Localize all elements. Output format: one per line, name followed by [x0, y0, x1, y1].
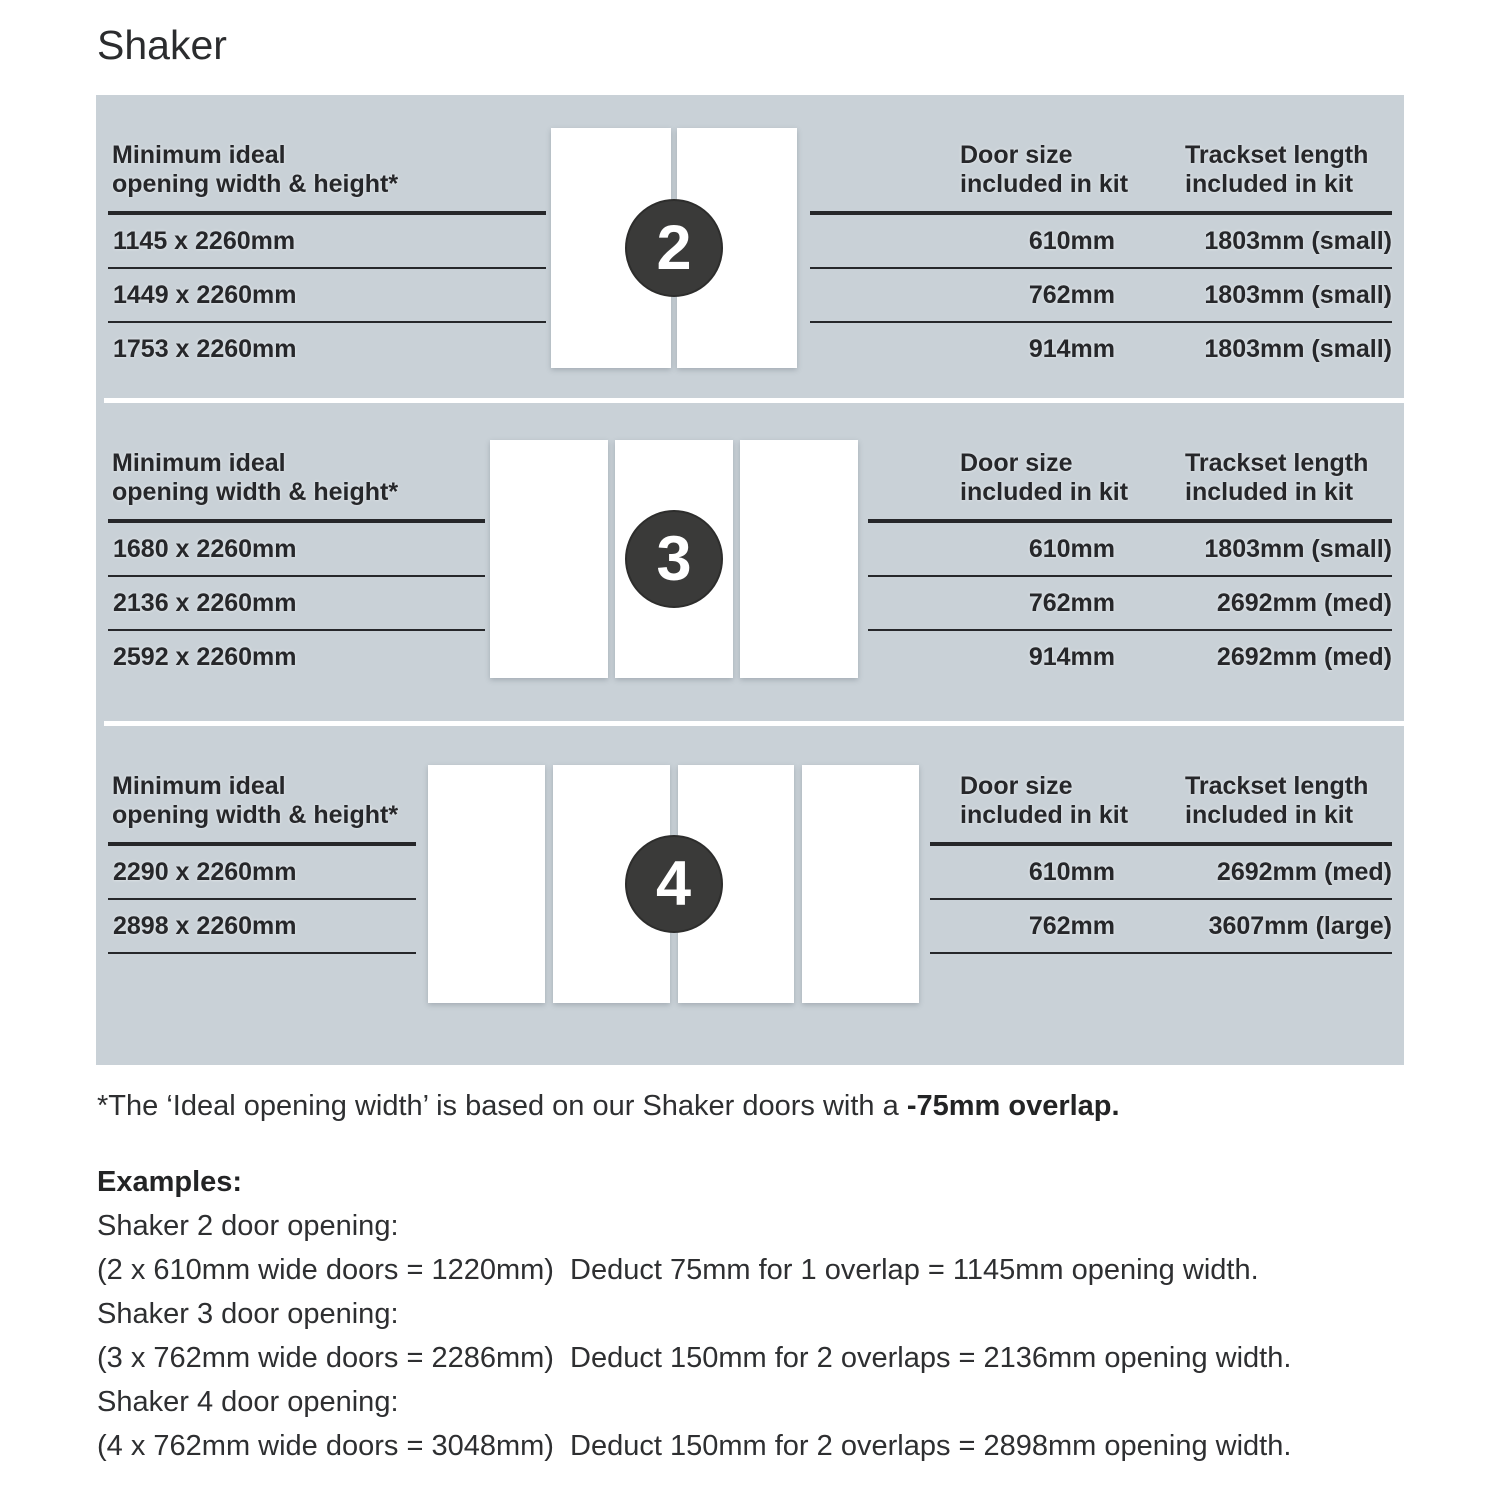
opening-size-table [108, 519, 485, 683]
kit-row [810, 323, 1392, 375]
trackset-column-header [1185, 772, 1368, 830]
trackset-value: 3607mm (large) [1208, 912, 1392, 940]
trackset-value: 1803mm (small) [1204, 281, 1392, 309]
kit-contents-table [810, 211, 1392, 375]
section-3-door [96, 403, 1404, 721]
door-count-badge: 4 [625, 835, 723, 933]
door-size-column-header-line1: Door size [960, 449, 1073, 477]
door-count-badge: 3 [625, 510, 723, 608]
door-size-value: 914mm [1028, 643, 1115, 671]
examples-heading: Examples: [97, 1166, 243, 1198]
examples-block [97, 1160, 1291, 1468]
opening-size-row: 2592 x 2260mm [113, 643, 297, 671]
opening-size-header [112, 449, 398, 507]
door-size-value: 762mm [1028, 912, 1115, 940]
door-size-column-header [960, 449, 1128, 507]
kit-row [868, 523, 1392, 577]
door-diagram-2 [551, 128, 797, 368]
trackset-value: 1803mm (small) [1204, 227, 1392, 255]
footnote [97, 1090, 1120, 1123]
door-size-column-header-line1: Door size [960, 141, 1073, 169]
trackset-column-header-line1: Trackset length [1185, 141, 1369, 169]
opening-size-table [108, 842, 416, 954]
door-panel [490, 440, 608, 678]
door-size-value: 762mm [1028, 281, 1115, 309]
door-count-badge: 2 [625, 199, 723, 297]
opening-size-header [112, 772, 398, 830]
opening-size-header-line1: Minimum ideal [112, 449, 286, 477]
door-size-column-header-line1: Door size [960, 772, 1073, 800]
trackset-value: 1803mm (small) [1204, 335, 1392, 363]
opening-size-row: 1753 x 2260mm [113, 335, 297, 363]
example-label: Shaker 2 door opening: [97, 1210, 399, 1242]
example-label: Shaker 4 door opening: [97, 1386, 399, 1418]
section-2-door [96, 95, 1404, 398]
kit-contents-table [868, 519, 1392, 683]
opening-size-header [112, 141, 398, 199]
opening-size-header-line1: Minimum ideal [112, 141, 286, 169]
trackset-value: 2692mm (med) [1216, 643, 1392, 671]
footnote-text: *The ‘Ideal opening width’ is based on our Shaker doors with a [97, 1090, 907, 1122]
kit-row [868, 577, 1392, 631]
trackset-column-header-line1: Trackset length [1185, 772, 1369, 800]
door-panel [740, 440, 858, 678]
trackset-value: 1803mm (small) [1204, 535, 1392, 563]
footnote-bold: -75mm overlap. [906, 1090, 1120, 1122]
door-size-column-header-line2: included in kit [960, 478, 1129, 506]
kit-row [810, 215, 1392, 269]
trackset-value: 2692mm (med) [1216, 858, 1392, 886]
trackset-column-header-line2: included in kit [1185, 170, 1354, 198]
door-panel [428, 765, 545, 1003]
kit-contents-table [930, 842, 1392, 954]
door-size-value: 914mm [1028, 335, 1115, 363]
door-size-column-header-line2: included in kit [960, 170, 1129, 198]
opening-size-row: 1449 x 2260mm [108, 269, 546, 323]
door-size-value: 610mm [1028, 227, 1115, 255]
door-size-column-header [960, 141, 1128, 199]
section-4-door [96, 726, 1404, 1065]
door-diagram-4 [428, 765, 919, 1003]
opening-size-table [108, 211, 546, 375]
opening-size-row: 2136 x 2260mm [108, 577, 485, 631]
size-chart-panel [96, 95, 1404, 1065]
opening-size-row: 2290 x 2260mm [108, 846, 416, 900]
opening-size-header-line1: Minimum ideal [112, 772, 286, 800]
trackset-column-header-line2: included in kit [1185, 801, 1354, 829]
door-size-value: 610mm [1028, 858, 1115, 886]
example-label: Shaker 3 door opening: [97, 1298, 399, 1330]
kit-row [868, 631, 1392, 683]
door-diagram-3 [490, 440, 858, 678]
opening-size-header-line2: opening width & height* [112, 170, 399, 198]
trackset-column-header-line1: Trackset length [1185, 449, 1369, 477]
kit-row [930, 846, 1392, 900]
trackset-value: 2692mm (med) [1216, 589, 1392, 617]
page-title: Shaker [97, 22, 227, 68]
kit-row [810, 269, 1392, 323]
example-detail: (3 x 762mm wide doors = 2286mm) Deduct 150mm for 2 overlaps = 2136mm opening width. [97, 1342, 1292, 1374]
opening-size-row: 2898 x 2260mm [108, 900, 416, 954]
door-size-column-header-line2: included in kit [960, 801, 1129, 829]
opening-size-row: 1145 x 2260mm [108, 215, 546, 269]
trackset-column-header [1185, 449, 1368, 507]
trackset-column-header-line2: included in kit [1185, 478, 1354, 506]
trackset-column-header [1185, 141, 1368, 199]
door-size-column-header [960, 772, 1128, 830]
kit-row [930, 900, 1392, 954]
opening-size-header-line2: opening width & height* [112, 478, 399, 506]
example-detail: (2 x 610mm wide doors = 1220mm) Deduct 75mm for 1 overlap = 1145mm opening width. [97, 1254, 1259, 1286]
opening-size-header-line2: opening width & height* [112, 801, 399, 829]
door-size-value: 610mm [1028, 535, 1115, 563]
opening-size-row: 1680 x 2260mm [108, 523, 485, 577]
example-detail: (4 x 762mm wide doors = 3048mm) Deduct 150mm for 2 overlaps = 2898mm opening width. [97, 1430, 1292, 1462]
door-size-value: 762mm [1028, 589, 1115, 617]
door-panel [802, 765, 919, 1003]
